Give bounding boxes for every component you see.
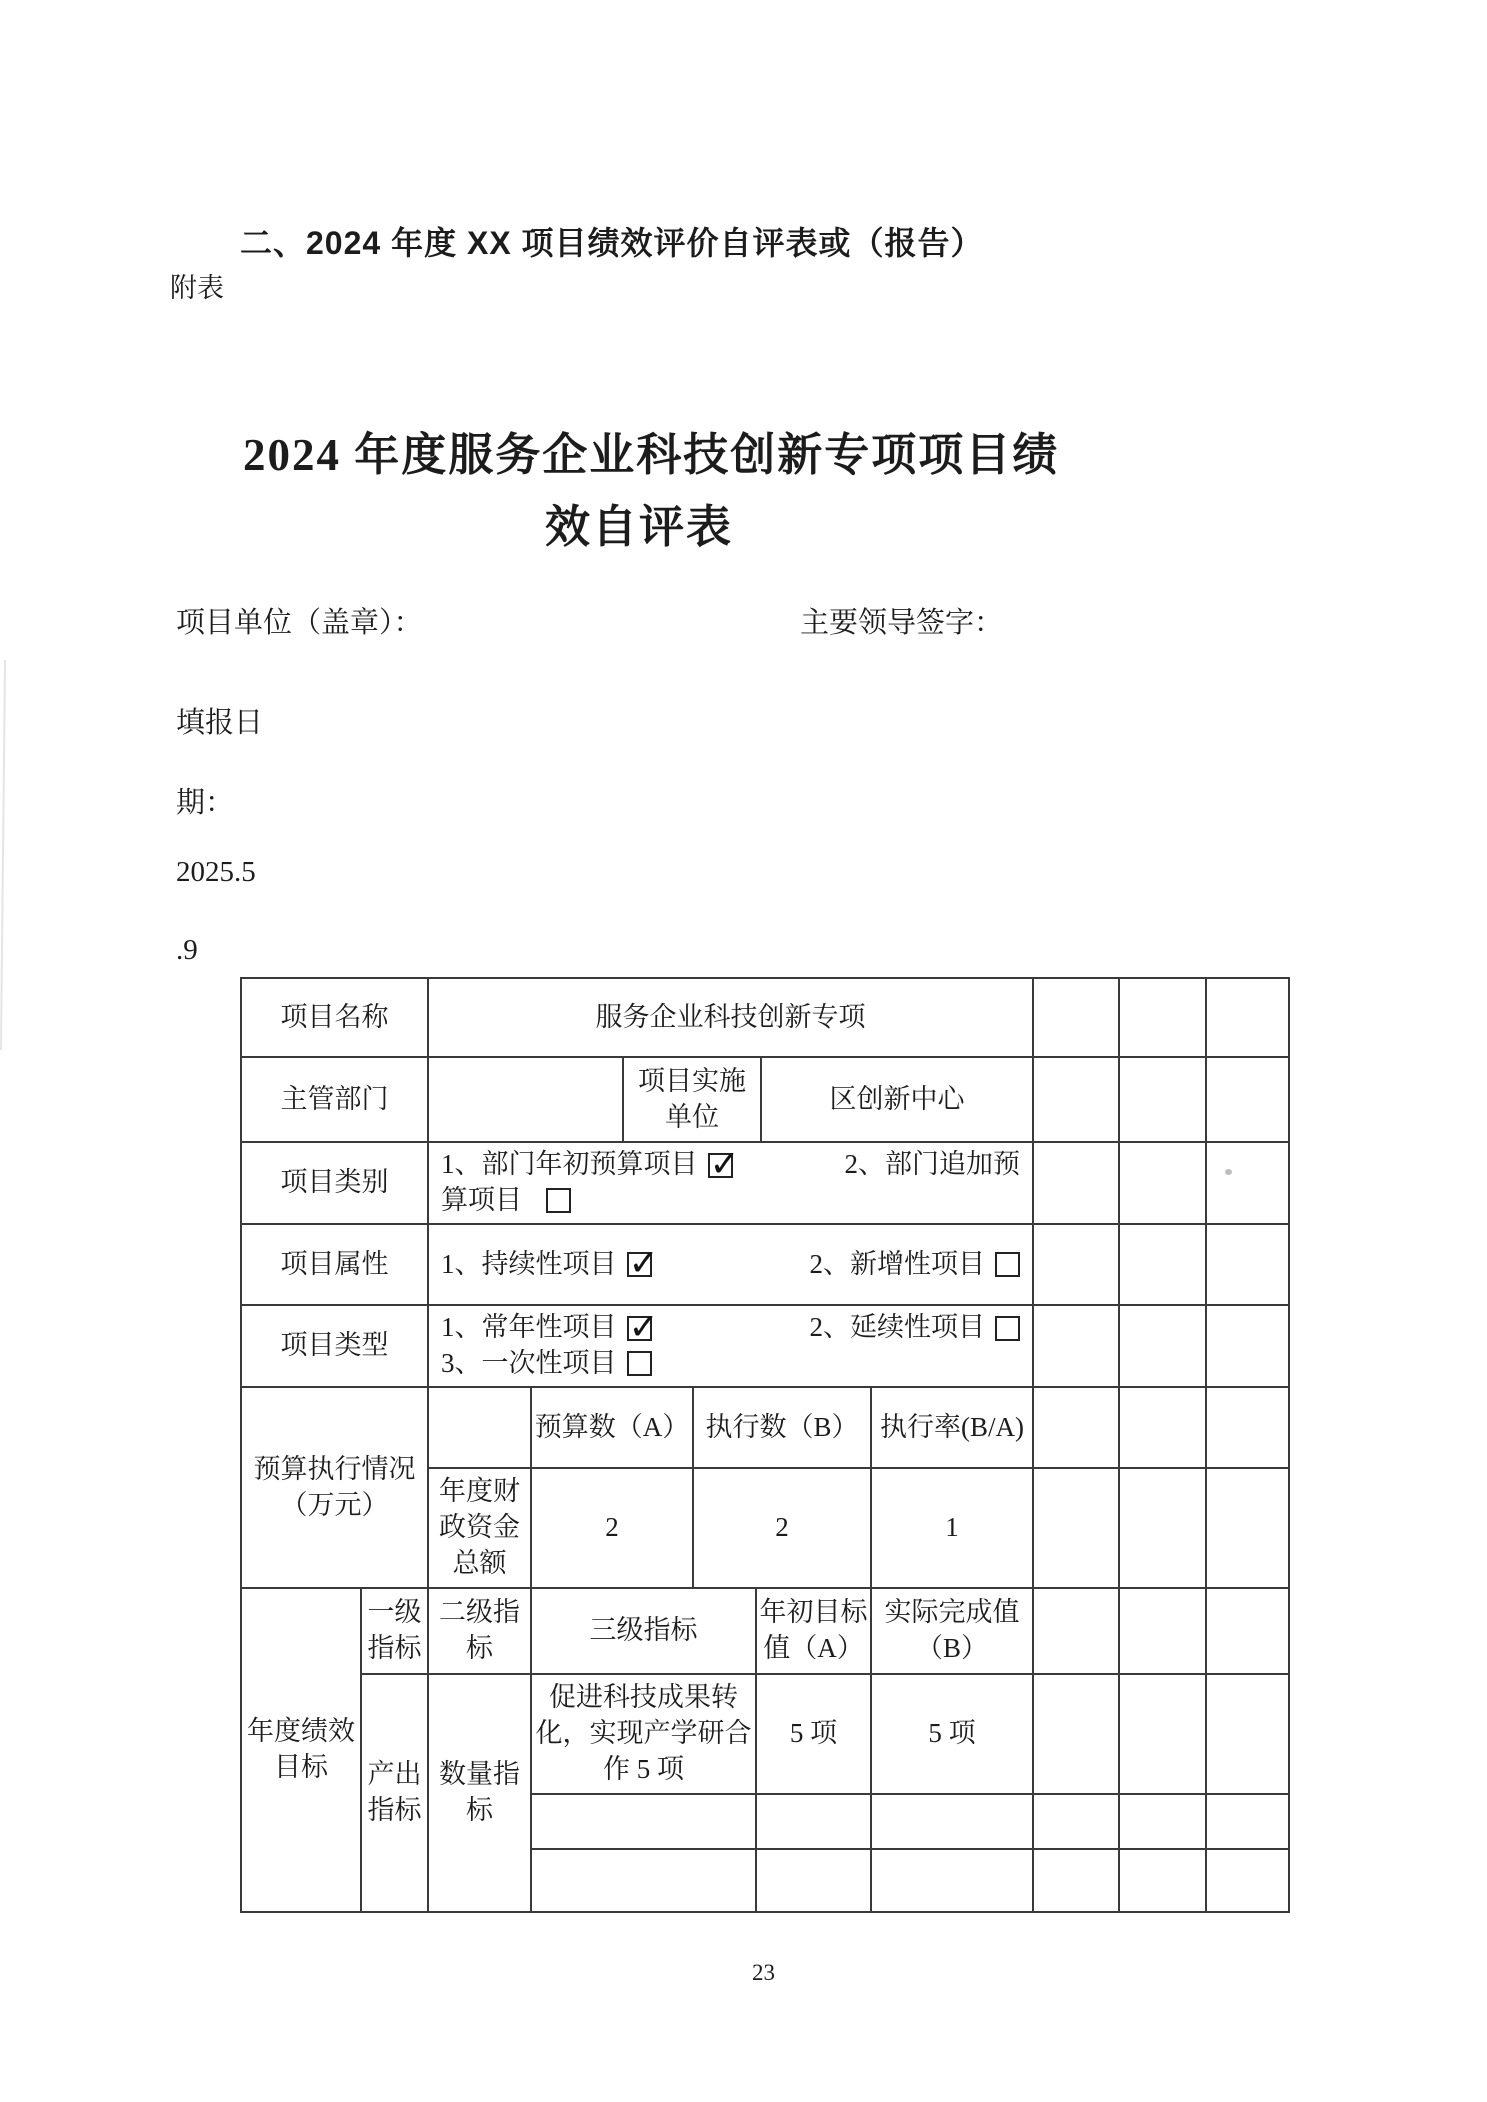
category-option1-checkbox [708,1153,733,1178]
type-label-cell: 项目类型 [240,1304,427,1386]
empty-cell [1032,1056,1118,1141]
type-option3-label: 3、一次性项目 [441,1348,617,1378]
category-options-cell [427,1141,1032,1223]
empty-cell [1205,1386,1290,1467]
empty-cell [1118,1793,1205,1848]
leader-sign-label: 主要领导签字： [800,607,1004,639]
empty-cell [1205,1223,1290,1304]
empty-cell [1032,1587,1118,1673]
type-option3-checkbox [627,1351,652,1376]
empty-cell [755,1793,870,1848]
fill-date-line1: 填报日 [176,707,264,739]
type-option2-label: 2、延续性项目 [809,1312,985,1343]
actual-value-cell: 5 项 [870,1673,1032,1793]
fill-date-line3: 2025.5 [176,856,256,888]
attachment-label: 附表 [170,273,224,303]
empty-cell [1205,1587,1290,1673]
level3-header-cell: 三级指标 [530,1587,755,1673]
attribute-option1-label: 1、持续性项目 [441,1248,617,1279]
department-label-cell: 主管部门 [240,1056,427,1141]
empty-cell [1118,1587,1205,1673]
type-options-cell [427,1304,1032,1386]
attribute-option1-checkbox [627,1252,652,1277]
type-option1-checkbox [627,1316,652,1341]
category-label-cell: 项目类别 [240,1141,427,1223]
target-value-cell: 5 项 [755,1673,870,1793]
impl-unit-value-cell: 区创新中心 [760,1056,1032,1141]
empty-cell [1118,1141,1205,1223]
scan-edge-artifact [0,660,6,1050]
main-title-line1: 2024 年度服务企业科技创新专项项目绩 [243,430,1060,480]
empty-indicator-row-cell [530,1793,755,1848]
exec-value-cell: 2 [692,1467,870,1587]
empty-cell [1205,1056,1290,1141]
project-name-value-cell: 服务企业科技创新专项 [427,977,1032,1056]
empty-cell [1205,1467,1290,1587]
main-title-line2: 效自评表 [545,502,734,552]
empty-cell [1118,977,1205,1056]
impl-unit-label-cell: 项目实施 单位 [622,1056,760,1141]
empty-cell [1032,1793,1118,1848]
empty-cell [870,1793,1032,1848]
attribute-option2-label: 2、新增性项目 [809,1248,985,1279]
empty-cell [1118,1467,1205,1587]
empty-cell [1032,977,1118,1056]
category-option2-label-part2: 算项目 [441,1185,522,1215]
budget-col-header-exec: 执行数（B） [692,1386,870,1467]
category-option1-label: 1、部门年初预算项目 [441,1149,698,1180]
attribute-option2-checkbox [995,1252,1020,1277]
empty-cell [755,1848,870,1913]
type-option1-label: 1、常年性项目 [441,1312,617,1343]
unit-seal-label: 项目单位（盖章）： [176,607,423,639]
empty-cell [1205,1141,1290,1223]
project-name-label-cell: 项目名称 [240,977,427,1056]
empty-cell [1205,977,1290,1056]
department-value-cell [427,1056,622,1141]
empty-cell [1205,1848,1290,1913]
empty-cell [1205,1673,1290,1793]
empty-cell [1118,1386,1205,1467]
empty-cell [1118,1848,1205,1913]
level2-header-cell: 二级指 标 [427,1587,530,1673]
scan-speck-artifact [1225,1169,1232,1175]
budget-row-label-cell: 年度财 政资金 总额 [427,1467,530,1587]
empty-cell [1205,1793,1290,1848]
empty-cell [1118,1056,1205,1141]
level2-value-cell: 数量指 标 [427,1673,530,1913]
empty-cell [1032,1673,1118,1793]
empty-cell [1032,1386,1118,1467]
fill-date-line2: 期： [176,787,235,819]
actual-header-cell: 实际完成值 （B） [870,1587,1032,1673]
category-option2-checkbox [546,1188,571,1213]
empty-cell [1205,1304,1290,1386]
empty-cell [1118,1673,1205,1793]
empty-cell [1032,1467,1118,1587]
budget-label-cell: 预算执行情况 （万元） [240,1386,427,1587]
budget-col-header-budget: 预算数（A） [530,1386,692,1467]
target-header-cell: 年初目标 值（A） [755,1587,870,1673]
attribute-options-cell [427,1223,1032,1304]
empty-cell [870,1848,1032,1913]
self-evaluation-table [240,977,1292,1915]
page-number: 23 [752,1960,775,1985]
rate-value-cell: 1 [870,1467,1032,1587]
section-heading: 二、2024 年度 XX 项目绩效评价自评表或（报告） [240,225,984,261]
attribute-label-cell: 项目属性 [240,1223,427,1304]
budget-value-cell: 2 [530,1467,692,1587]
empty-cell [1032,1848,1118,1913]
performance-label-cell: 年度绩效 目标 [240,1587,360,1913]
empty-cell [1118,1223,1205,1304]
empty-cell [1032,1141,1118,1223]
budget-blank-cell [427,1386,530,1467]
indicator-cell: 促进科技成果转 化，实现产学研合 作 5 项 [530,1673,755,1793]
level1-value-cell: 产出 指标 [360,1673,427,1913]
empty-cell [1118,1304,1205,1386]
empty-indicator-row-cell [530,1848,755,1913]
budget-col-header-rate: 执行率(B/A) [870,1386,1032,1467]
empty-cell [1032,1223,1118,1304]
empty-cell [1032,1304,1118,1386]
level1-header-cell: 一级 指标 [360,1587,427,1673]
fill-date-line4: .9 [176,934,198,966]
type-option2-checkbox [995,1316,1020,1341]
category-option2-label-part1: 2、部门追加预 [844,1149,1020,1180]
